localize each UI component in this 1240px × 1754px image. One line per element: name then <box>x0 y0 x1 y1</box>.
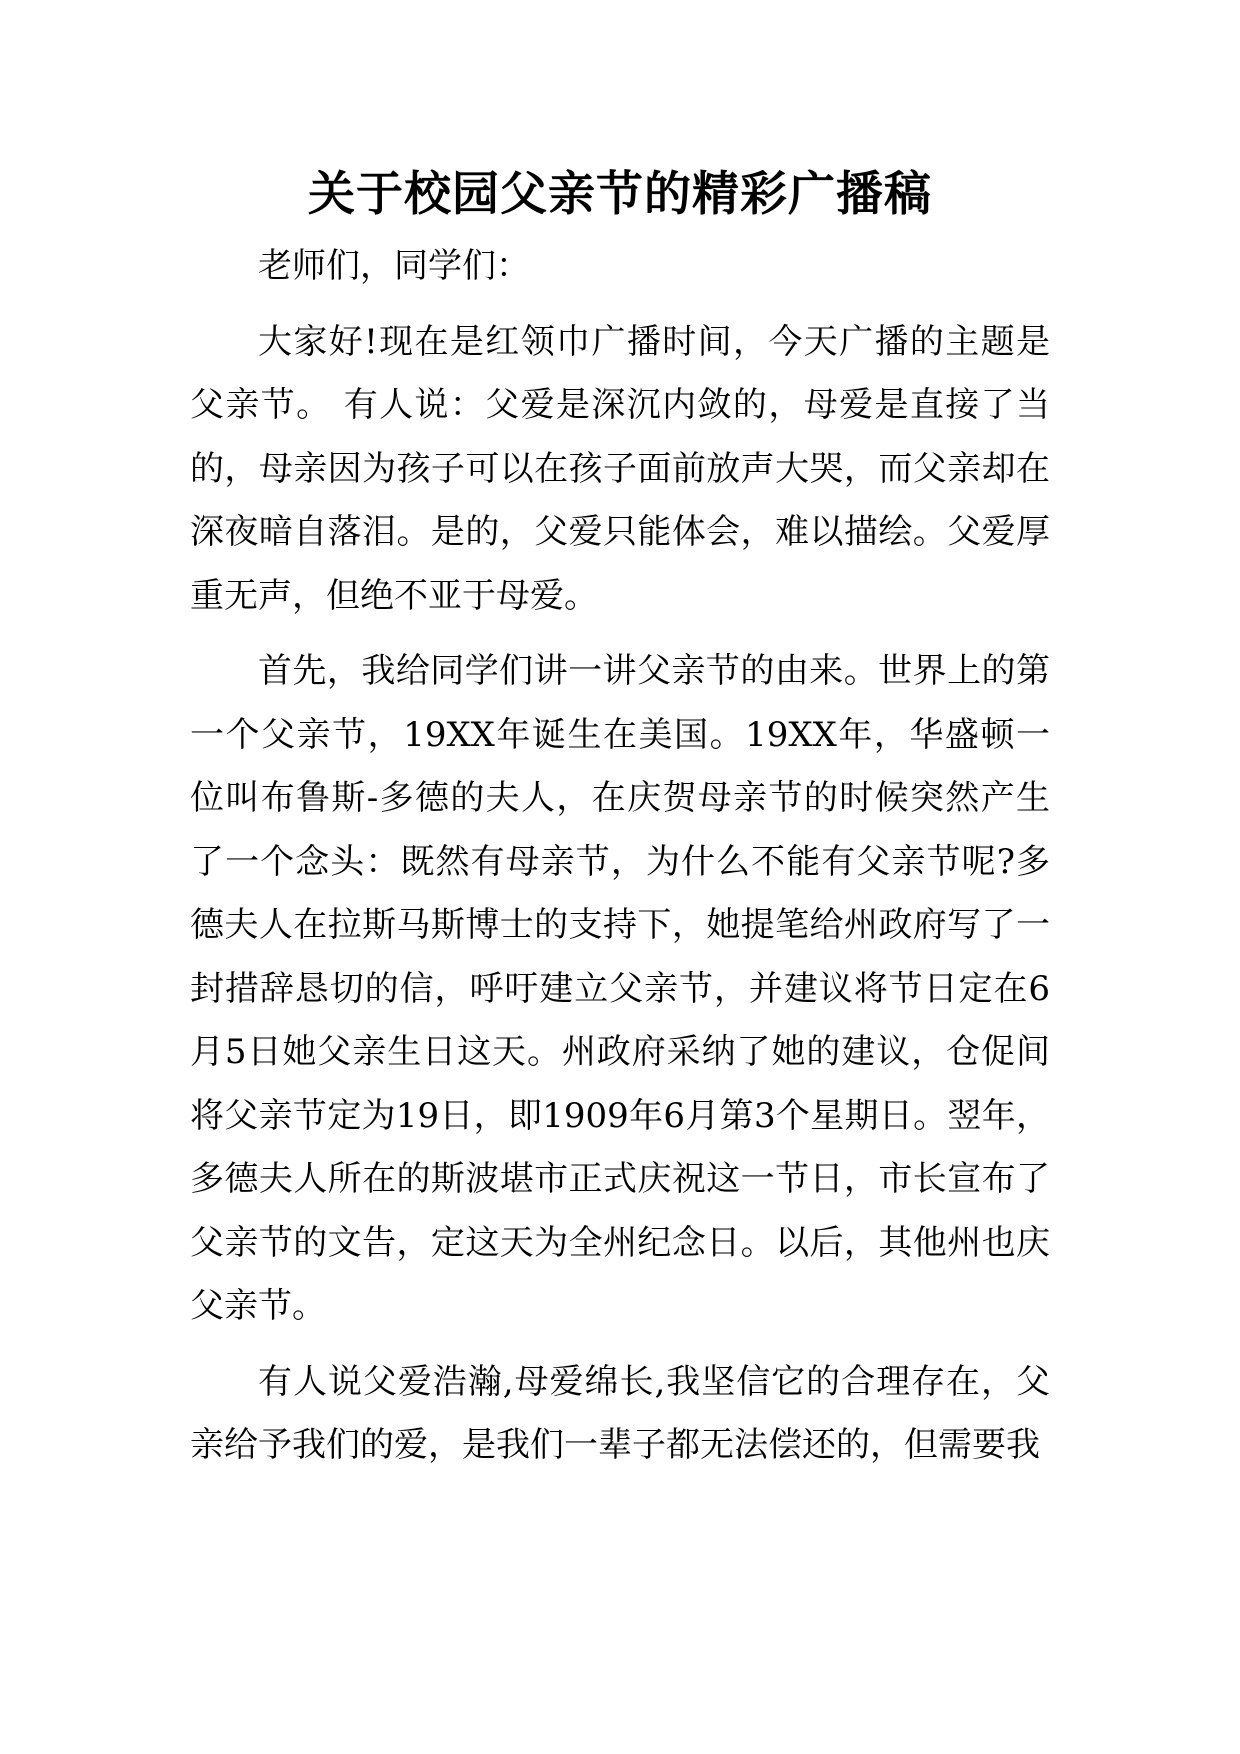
document-body <box>190 235 1050 1490</box>
paragraph-intro: 大家好!现在是红领巾广播时间，今天广播的主题是父亲节。 有人说：父爱是深沉内敛的，母爱是直接了当的，母亲因为孩子可以在孩子面前放声大哭，而父亲却在深夜暗自落泪。是的，父爱只能体会，难以描绘。父爱厚重无声，但绝不亚于母爱。 <box>190 321 1050 616</box>
document-title: 关于校园父亲节的精彩广播稿 <box>308 167 932 222</box>
paragraph-greeting: 老师们，同学们： <box>258 246 530 286</box>
paragraph-origin: 首先，我给同学们讲一讲父亲节的由来。世界上的第一个父亲节，19XX年诞生在美国。19XX年，华盛顿一位叫布鲁斯-多德的夫人，在庆贺母亲节的时候突然产生了一个念头：既然有母亲节，为什么不能有父亲节呢?多德夫人在拉斯马斯博士的支持下，她提笔给州政府写了一封措辞恳切的信，呼吁建立父亲节，并建议将节日定在6月5日她父亲生日这天。州政府采纳了她的建议，仓促间将父亲节定为19日，即1909年6月第3个星期日。翌年，多德夫人所在的斯波堪市正式庆祝这一节日，市长宣布了父亲节的文告，定这天为全州纪念日。以后，其他州也庆父亲节。 <box>190 651 1050 1326</box>
paragraph-closing: 有人说父爱浩瀚,母爱绵长,我坚信它的合理存在，父亲给予我们的爱，是我们一辈子都无法偿还的，但需要我 <box>190 1361 1050 1465</box>
